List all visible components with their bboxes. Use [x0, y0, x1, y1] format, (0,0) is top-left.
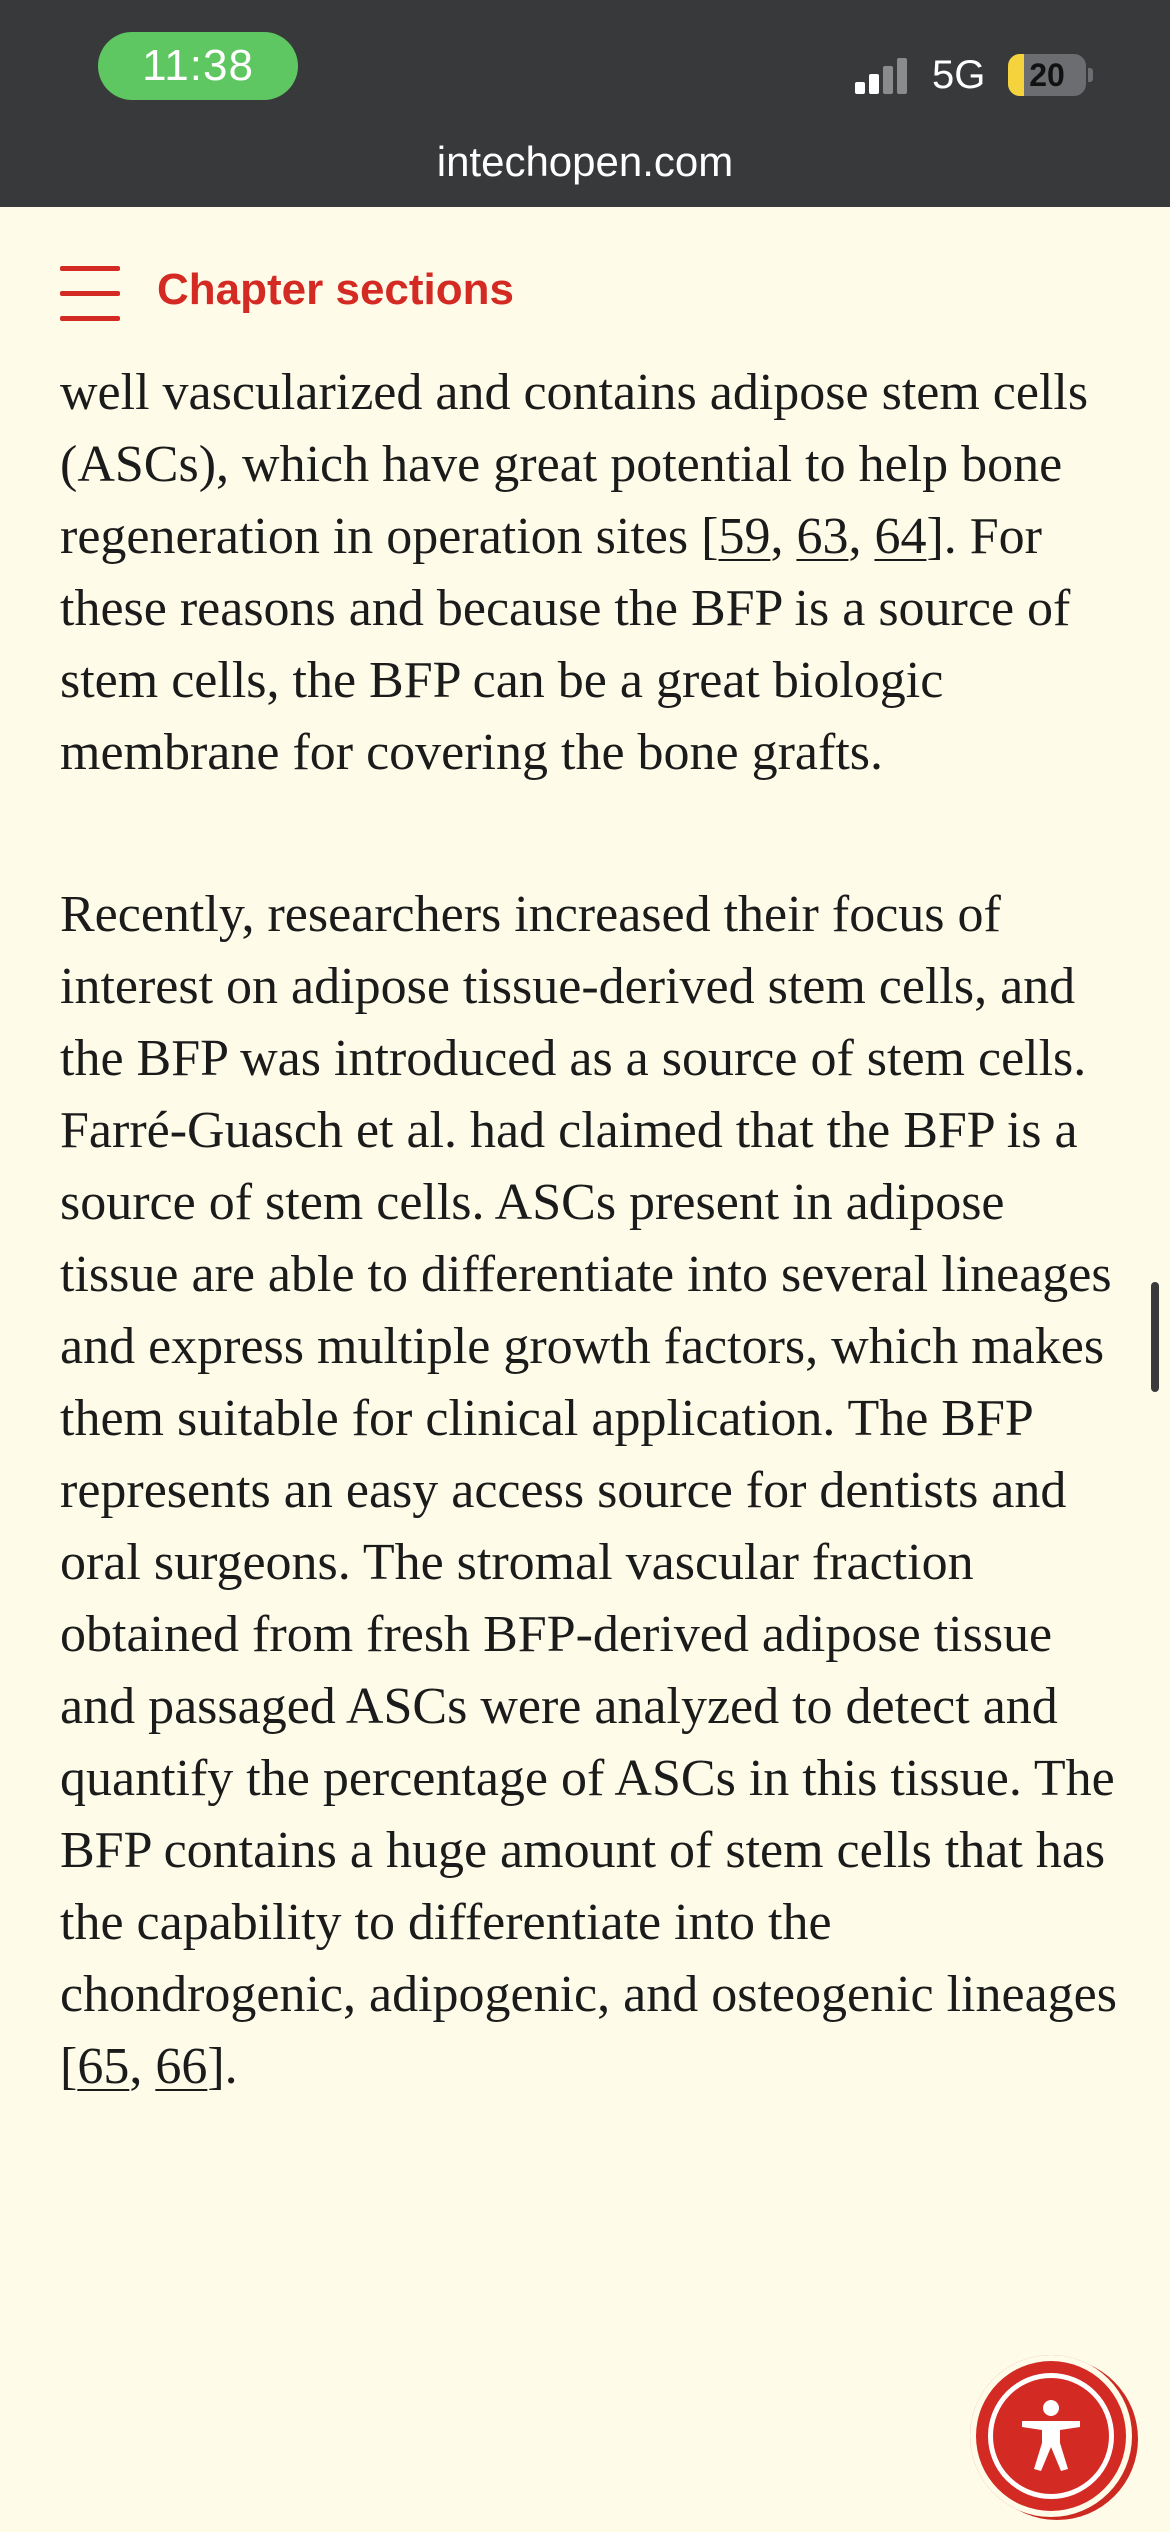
citation-link-59[interactable]: 59	[718, 508, 771, 565]
network-type: 5G	[932, 53, 986, 97]
paragraph-text: ].	[207, 2038, 238, 2095]
accessibility-icon	[1016, 2399, 1086, 2473]
article-body	[60, 357, 1120, 2103]
citation-link-66[interactable]: 66	[155, 2038, 208, 2095]
paragraph-text: ]. For these reasons and because the BFP is a source of stem cells, the BFP can be a great biologic membrane for covering the bone grafts.	[60, 508, 1071, 781]
status-bar	[0, 0, 1170, 207]
chapter-sections-label: Chapter sections	[157, 265, 514, 314]
battery-icon	[1008, 54, 1086, 96]
citation-link-65[interactable]: 65	[77, 2038, 130, 2095]
article-paragraph: Recently, researchers increased their focus of interest on adipose tissue-derived stem cells, and the BFP was introduced as a source of stem cells. Farré-Guasch et al. had claimed that the BFP is a source of stem cells. ASCs present in adipose tissue are able to differentiate into several lineages and express multiple growth factors, which makes them suitable for clinical application. The BFP represents an easy access source for dentists and oral surgeons. The stromal vascular fraction obtained from fresh BFP-derived adipose tissue and passaged ASCs were analyzed to detect and quantify the percentage of ASCs in this tissue. The BFP contains a huge amount of stem cells that has the capability to differentiate into the chondrogenic, adipogenic, and osteogenic lineages [65, 66].	[60, 886, 1117, 2095]
citation-link-63[interactable]: 63	[796, 508, 849, 565]
hamburger-menu-icon	[60, 266, 120, 322]
battery-level: 20	[1029, 57, 1065, 93]
article-paragraph: well vascularized and contains adipose stem cells (ASCs), which have great potential to help bone regeneration in operation sites [59, 63, 64]. For these reasons and because the BFP is a source of stem cells, the BFP can be a great biologic membrane for covering the bone grafts.	[60, 364, 1089, 781]
cellular-signal-icon	[855, 58, 915, 94]
paragraph-text: well vascularized and contains adipose stem cells (ASCs), which have great potential to help bone regeneration in operation sites [	[60, 364, 1089, 565]
status-time[interactable]: 11:38	[98, 32, 298, 100]
scrollbar-thumb[interactable]	[1151, 1282, 1159, 1392]
paragraph-text: Recently, researchers increased their focus of interest on adipose tissue-derived stem cells, and the BFP was introduced as a source of stem cells. Farré-Guasch et al. had claimed that the BFP is a source of stem cells. ASCs present in adipose tissue are able to differentiate into several lineages and express multiple growth factors, which makes them suitable for clinical application. The BFP represents an easy access source for dentists and oral surgeons. The stromal vascular fraction obtained from fresh BFP-derived adipose tissue and passaged ASCs were analyzed to detect and quantify the percentage of ASCs in this tissue. The BFP contains a huge amount of stem cells that has the capability to differentiate into the chondrogenic, adipogenic, and osteogenic lineages [	[60, 886, 1117, 2095]
accessibility-button[interactable]	[970, 2355, 1132, 2517]
battery-tip	[1088, 68, 1093, 82]
address-bar-url[interactable]: intechopen.com	[436, 138, 734, 185]
citation-link-64[interactable]: 64	[874, 508, 927, 565]
